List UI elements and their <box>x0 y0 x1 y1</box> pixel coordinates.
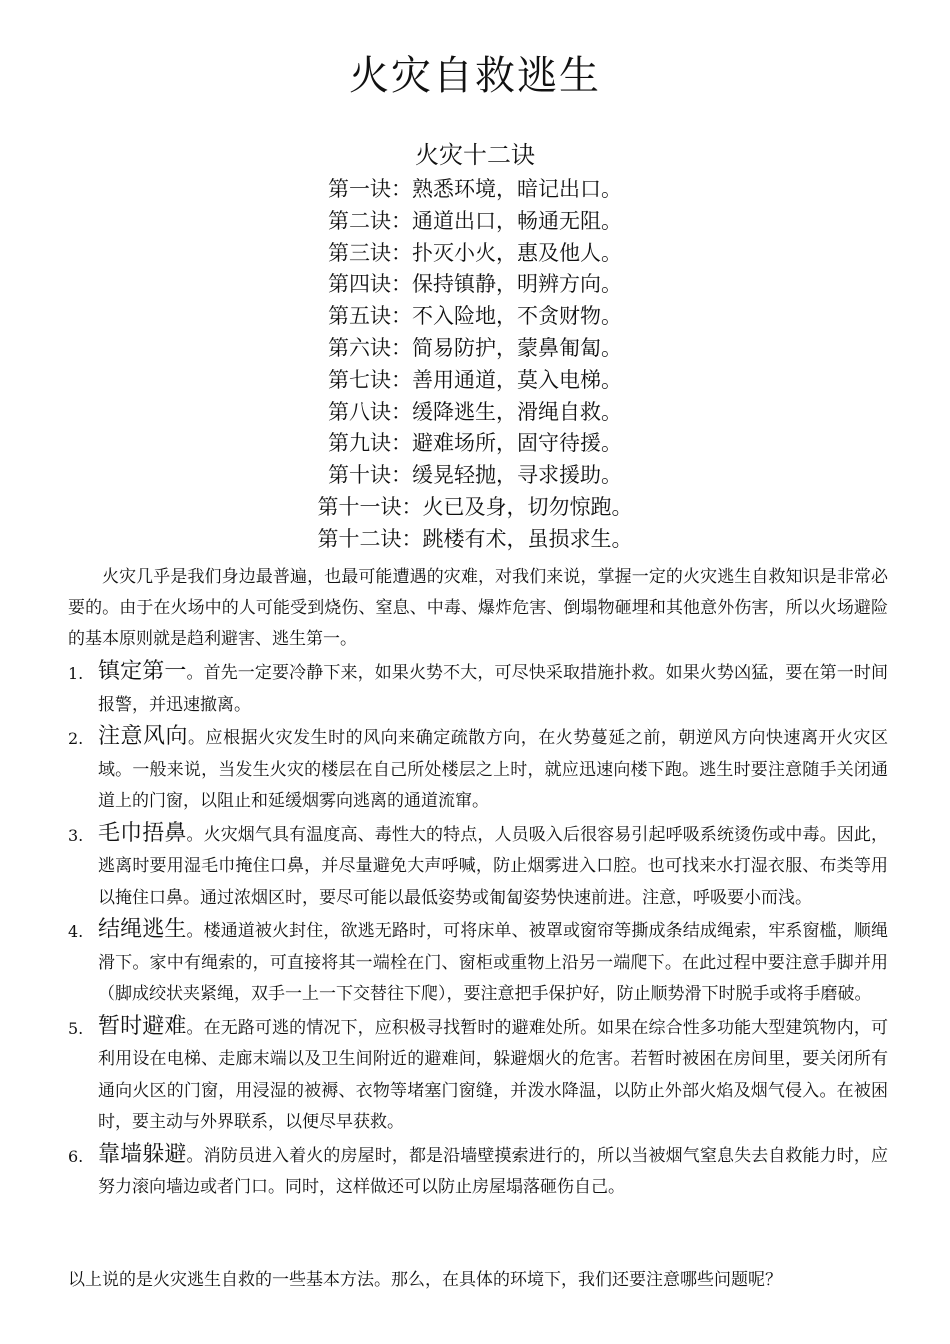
method-number: 1. <box>68 664 84 683</box>
rhyme-line: 第三诀：扑灭小火，惠及他人。 <box>328 240 622 265</box>
method-body: 。首先一定要冷静下来，如果火势不大，可尽快采取措施扑救。如果火势凶猛，要在第一时间报警，并迅速撤离。 <box>98 663 888 715</box>
method-heading: 靠墙躲避 <box>98 1141 187 1167</box>
rhyme-line: 第十诀：缓晃轻抛，寻求援助。 <box>328 463 622 488</box>
method-number: 2. <box>68 729 84 748</box>
page-title: 火灾自救逃生 <box>349 53 601 99</box>
method-number: 5. <box>68 1018 84 1038</box>
closing-paragraph: 以上说的是火灾逃生自救的一些基本方法。那么，在具体的环境下，我们还要注意哪些问题呢？ <box>68 1270 782 1290</box>
rhymes-list <box>0 174 950 556</box>
method-body: 。应根据火灾发生时的风向来确定疏散方向，在火势蔓延之前，朝逆风方向快速离开火灾区域。一般来说，当发生火灾的楼层在自己所处楼层之上时，就应迅速向楼下跑。逃生时要注意随手关闭通道上的门窗，以阻止和延缓烟雾向逃离的通道流窜。 <box>98 728 888 811</box>
method-body: 。在无路可逃的情况下，应积极寻找暂时的避难处所。如果在综合性多功能大型建筑物内，可利用设在电梯、走廊末端以及卫生间附近的避难间，躲避烟火的危害。若暂时被困在房间里，要关闭所有通向火区的门窗，用浸湿的被褥、衣物等堵塞门窗缝，并泼水降温，以防止外部火焰及烟气侵入。在被困时，要主动与外界联系，以便尽早获救。 <box>98 1017 888 1132</box>
rhyme-line: 第七诀：善用通道，莫入电梯。 <box>328 367 622 392</box>
rhyme-line: 第九诀：避难场所，固守待援。 <box>328 431 622 456</box>
method-heading: 结绳逃生 <box>98 917 187 942</box>
method-heading: 毛巾捂鼻 <box>98 820 187 846</box>
method-item <box>68 656 888 721</box>
method-heading: 暂时避难 <box>98 1013 187 1039</box>
rhymes-heading: 火灾十二诀 <box>415 141 535 169</box>
rhyme-line: 第五诀：不入险地，不贪财物。 <box>328 304 622 329</box>
intro-paragraph: 火灾几乎是我们身边最普遍，也最可能遭遇的灾难，对我们来说，掌握一定的火灾逃生自救知识是非常必要的。由于在火场中的人可能受到烧伤、窒息、中毒、爆炸危害、倒塌物砸埋和其他意外伤害，所以火场避险的基本原则就是趋利避害、逃生第一。 <box>68 567 888 649</box>
method-number: 6. <box>68 1146 84 1166</box>
method-heading: 镇定第一 <box>98 659 187 684</box>
method-item <box>68 1139 888 1204</box>
method-item <box>68 818 888 915</box>
method-item <box>68 1011 888 1139</box>
rhyme-line: 第一诀：熟悉环境，暗记出口。 <box>328 177 622 201</box>
method-item <box>68 914 888 1011</box>
escape-methods-list <box>68 656 888 1204</box>
method-body: 。楼通道被火封住，欲逃无路时，可将床单、被罩或窗帘等撕成条结成绳索，牢系窗槛，顺绳滑下。家中有绳索的，可直接将其一端栓在门、窗柜或重物上沿另一端爬下。在此过程中要注意手脚并用（脚成绞状夹紧绳，双手一上一下交替往下爬），要注意把手保护好，防止顺势滑下时脱手或将手磨破。 <box>98 921 888 1004</box>
method-body: 。火灾烟气具有温度高、毒性大的特点，人员吸入后很容易引起呼吸系统烫伤或中毒。因此，逃离时要用湿毛巾掩住口鼻，并尽量避免大声呼喊，防止烟雾进入口腔。也可找来水打湿衣服、布类等用以掩住口鼻。通过浓烟区时，要尽可能以最低姿势或匍匐姿势快速前进。注意，呼吸要小而浅。 <box>98 824 888 908</box>
rhyme-line: 第八诀：缓降逃生，滑绳自救。 <box>328 399 622 424</box>
method-item <box>68 721 888 818</box>
rhyme-line: 第六诀：简易防护，蒙鼻匍匐。 <box>328 335 622 360</box>
method-number: 4. <box>68 922 84 941</box>
method-body: 。消防员进入着火的房屋时，都是沿墙壁摸索进行的，所以当被烟气窒息失去自救能力时，应努力滚向墙边或者门口。同时，这样做还可以防止房屋塌落砸伤自己。 <box>98 1145 888 1197</box>
method-heading: 注意风向 <box>98 724 189 749</box>
rhyme-line: 第十一诀：火已及身，切勿惊跑。 <box>317 494 633 519</box>
rhyme-line: 第二诀：通道出口，畅通无阻。 <box>328 208 622 233</box>
rhyme-line: 第四诀：保持镇静，明辨方向。 <box>328 272 622 297</box>
method-number: 3. <box>68 825 84 845</box>
rhyme-line: 第十二诀：跳楼有术，虽损求生。 <box>317 526 633 551</box>
